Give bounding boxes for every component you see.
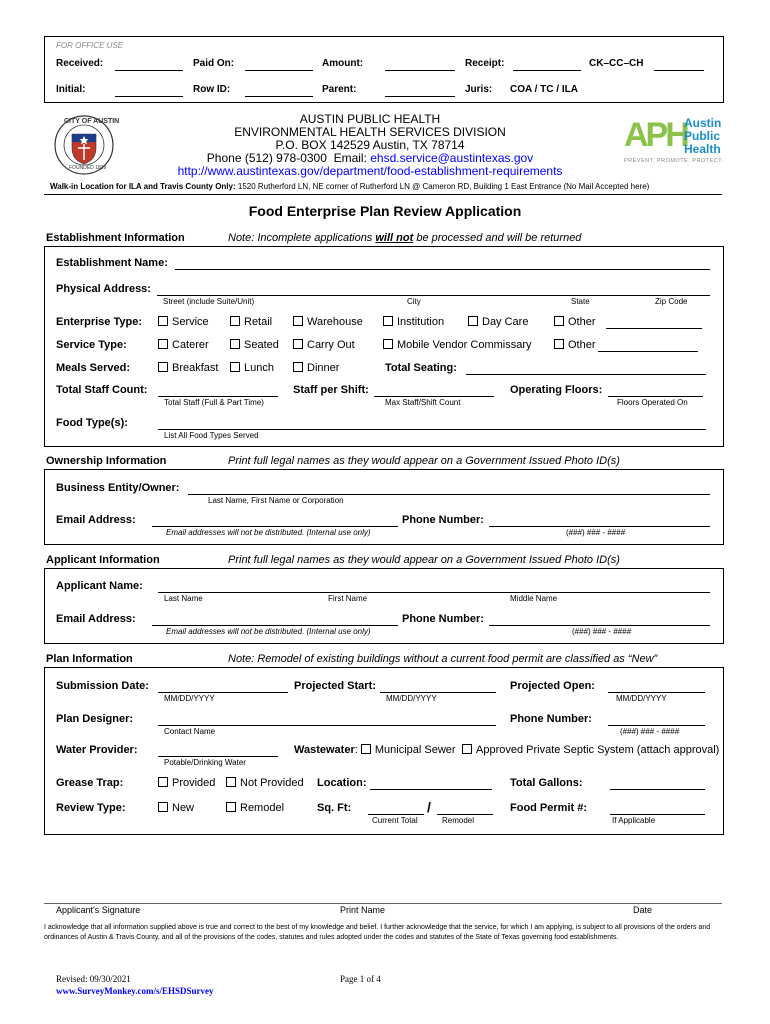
state-sub: State	[571, 297, 590, 306]
page-title: Food Enterprise Plan Review Application	[248, 203, 522, 219]
meals-served-label: Meals Served:	[56, 362, 130, 374]
designer-phone-field[interactable]	[608, 725, 705, 726]
designer-phone-label: Phone Number:	[510, 713, 592, 725]
septic-option[interactable]	[462, 744, 719, 756]
submission-date-sub: MM/DD/YYYY	[164, 694, 215, 703]
enterprise-service-option[interactable]	[158, 316, 209, 328]
applicant-note: Print full legal names as they would appear on a Government Issued Photo ID(s)	[228, 554, 620, 566]
total-seating-label: Total Seating:	[385, 362, 457, 374]
note-part-a: Note: Incomplete applications	[228, 232, 376, 244]
email-label: Email:	[333, 151, 367, 165]
business-entity-field[interactable]	[188, 494, 710, 495]
submission-date-label: Submission Date:	[56, 680, 149, 692]
aph-logo-public: Public	[684, 129, 721, 143]
owner-phone-sub: (###) ### - ####	[566, 528, 626, 537]
applicant-phone-label: Phone Number:	[402, 613, 484, 625]
parent-field[interactable]	[385, 96, 455, 97]
checkbox-icon[interactable]	[554, 339, 564, 349]
seal-bottom-text: FOUNDED 1839	[69, 165, 107, 171]
service-other-field[interactable]	[598, 351, 698, 352]
operating-floors-field[interactable]	[608, 396, 703, 397]
owner-phone-label: Phone Number:	[402, 514, 484, 526]
enterprise-retail-option[interactable]	[230, 316, 272, 328]
option-label: Breakfast	[172, 362, 219, 374]
zip-sub: Zip Code	[655, 297, 688, 306]
current-total-sub: Current Total	[372, 816, 418, 825]
checkbox-icon[interactable]	[554, 316, 564, 326]
enterprise-daycare-option[interactable]	[468, 316, 528, 328]
row-id-field[interactable]	[245, 96, 313, 97]
aph-logo-tagline: PREVENT. PROMOTE. PROTECT.	[624, 158, 724, 164]
water-provider-sub: Potable/Drinking Water	[164, 758, 246, 767]
food-types-field[interactable]	[158, 429, 706, 430]
parent-label: Parent:	[322, 84, 357, 95]
print-name-label: Print Name	[340, 905, 386, 915]
water-provider-field[interactable]	[158, 756, 278, 757]
ownership-note: Print full legal names as they would appear on a Government Issued Photo ID(s)	[228, 455, 620, 467]
total-staff-label: Total Staff Count:	[56, 384, 148, 396]
meal-dinner-option[interactable]	[293, 362, 339, 374]
food-types-sub: List All Food Types Served	[164, 431, 259, 440]
org-name: AUSTIN PUBLIC HEALTH	[299, 112, 441, 126]
po-box: P.O. BOX 142529 Austin, TX 78714	[275, 138, 465, 152]
enterprise-other-field[interactable]	[606, 328, 702, 329]
applicant-middle-sub: Middle Name	[510, 594, 558, 603]
header-divider	[44, 194, 722, 195]
service-other-option[interactable]	[554, 339, 596, 351]
grease-not-provided-option[interactable]	[226, 777, 304, 789]
staff-per-shift-field[interactable]	[374, 396, 494, 397]
physical-address-field[interactable]	[157, 295, 710, 296]
option-label: Institution	[397, 316, 445, 328]
checkbox-icon[interactable]	[158, 316, 168, 326]
page-number: Page 1 of 4	[340, 974, 381, 984]
enterprise-type-label: Enterprise Type:	[56, 316, 142, 328]
applicant-name-field[interactable]	[158, 592, 710, 593]
wastewater-group: Wastewater: Municipal Sewer	[294, 744, 456, 756]
amount-label: Amount:	[322, 58, 364, 69]
street-sub: Street (include Suite/Unit)	[163, 297, 255, 306]
checkbox-icon[interactable]	[226, 802, 236, 812]
checkbox-icon[interactable]	[158, 339, 168, 349]
applicant-email-sub: Email addresses will not be distributed. (Internal use only)	[166, 627, 371, 636]
business-entity-sub: Last Name, First Name or Corporation	[208, 496, 344, 505]
email-link[interactable]: ehsd.service@austintexas.gov	[370, 151, 534, 165]
signature-line[interactable]	[44, 903, 722, 904]
checkbox-icon[interactable]	[230, 316, 240, 326]
office-use-title: FOR OFFICE USE	[56, 41, 124, 50]
plan-heading: Plan Information	[46, 653, 133, 665]
grease-trap-label: Grease Trap:	[56, 777, 124, 789]
submission-date-field[interactable]	[158, 692, 288, 693]
initial-field[interactable]	[115, 96, 183, 97]
aph-logo-letters: APH	[624, 116, 687, 154]
projected-start-field[interactable]	[380, 692, 496, 693]
total-gallons-field[interactable]	[610, 789, 705, 790]
option-label: New	[172, 802, 195, 814]
sqft-text: Sq. Ft	[317, 802, 348, 814]
aph-logo-health: Health	[684, 142, 721, 156]
city-of-austin-seal	[44, 114, 124, 176]
aph-logo	[622, 114, 732, 170]
url-line	[170, 164, 570, 178]
service-carryout-option[interactable]	[293, 339, 355, 351]
projected-start-sub: MM/DD/YYYY	[386, 694, 437, 703]
meal-breakfast-option[interactable]	[158, 362, 218, 374]
applicant-first-sub: First Name	[328, 594, 368, 603]
service-caterer-option[interactable]	[158, 339, 209, 351]
enterprise-warehouse-option[interactable]	[293, 316, 363, 328]
review-new-option[interactable]	[158, 802, 194, 814]
applicant-email-label: Email Address:	[56, 613, 136, 625]
applicant-signature-label: Applicant's Signature	[56, 905, 141, 915]
food-permit-label: Food Permit #:	[510, 802, 588, 814]
applicant-email-field[interactable]	[152, 625, 398, 626]
checkbox-icon[interactable]	[361, 744, 371, 754]
sqft-remodel-field[interactable]	[437, 814, 493, 815]
ck-label: CK–CC–CH	[589, 58, 644, 69]
applicant-last-sub: Last Name	[164, 594, 203, 603]
option-label: Seated	[244, 339, 279, 351]
option-label: Day Care	[482, 316, 529, 328]
operating-floors-label: Operating Floors:	[510, 384, 603, 396]
paid-on-label: Paid On:	[193, 58, 235, 69]
total-staff-sub: Total Staff (Full & Part Time)	[164, 398, 264, 407]
applicant-heading: Applicant Information	[46, 554, 160, 566]
option-label: Other	[568, 339, 596, 351]
checkbox-icon[interactable]	[468, 316, 478, 326]
option-label: Carry Out	[307, 339, 355, 351]
checkbox-icon[interactable]	[383, 339, 393, 349]
option-label: Dinner	[307, 362, 340, 374]
projected-open-sub: MM/DD/YYYY	[616, 694, 667, 703]
walkin-line	[50, 182, 649, 191]
receipt-field[interactable]	[513, 70, 581, 71]
service-type-label: Service Type:	[56, 339, 127, 351]
projected-open-field[interactable]	[608, 692, 705, 693]
checkbox-icon[interactable]	[158, 777, 168, 787]
juris-label: Juris:	[465, 84, 493, 95]
location-field[interactable]	[370, 789, 492, 790]
checkbox-icon[interactable]	[158, 802, 168, 812]
service-seated-option[interactable]	[230, 339, 279, 351]
seal-top-text: CITY OF AUSTIN	[64, 118, 120, 125]
establishment-heading: Establishment Information	[46, 232, 185, 244]
sqft-label: Sq. Ft:	[317, 802, 352, 814]
option-label: Service	[172, 316, 209, 328]
note-part-c: be processed and will be returned	[413, 232, 582, 244]
applicant-phone-sub: (###) ### - ####	[572, 627, 632, 636]
date-label: Date	[633, 905, 653, 915]
coa-label: COA / TC / ILA	[510, 84, 578, 95]
plan-designer-label: Plan Designer:	[56, 713, 134, 725]
physical-address-label: Physical Address:	[56, 283, 151, 295]
staff-per-shift-label: Staff per Shift:	[293, 384, 369, 396]
walkin-bold: Walk-in Location for ILA and Travis County Only:	[50, 182, 236, 191]
enterprise-institution-option[interactable]	[383, 316, 444, 328]
division-name: ENVIRONMENTAL HEALTH SERVICES DIVISION	[234, 125, 506, 139]
option-label: Remodel	[240, 802, 285, 814]
food-permit-field[interactable]	[610, 814, 705, 815]
walkin-address: 1520 Rutherford LN, NE corner of Rutherford LN @ Cameron RD, Building 1 East Entrance (No Mail Accepted here)	[237, 182, 650, 191]
checkbox-icon[interactable]	[230, 362, 240, 372]
establishment-name-field[interactable]	[175, 269, 710, 270]
septic-label: Approved Private Septic System (attach approval)	[476, 744, 720, 756]
establishment-name-label: Establishment Name:	[56, 257, 168, 269]
checkbox-icon[interactable]	[158, 362, 168, 372]
option-label: Not Provided	[240, 777, 304, 789]
revised-date: Revised: 09/30/2021	[56, 974, 131, 984]
ownership-heading: Ownership Information	[46, 455, 167, 467]
checkbox-icon[interactable]	[293, 339, 303, 349]
option-label: Provided	[172, 777, 216, 789]
sqft-current-field[interactable]	[368, 814, 424, 815]
location-text: Location	[317, 777, 363, 789]
plan-designer-field[interactable]	[158, 725, 496, 726]
projected-start-text: Projected Start	[294, 680, 373, 692]
owner-email-field[interactable]	[152, 526, 398, 527]
option-label: Caterer	[172, 339, 209, 351]
remodel-sub: Remodel	[442, 816, 475, 825]
projected-start-label: Projected Start:	[294, 680, 376, 692]
applicant-name-label: Applicant Name:	[56, 580, 143, 592]
food-types-label: Food Type(s):	[56, 417, 128, 429]
total-seating-field[interactable]	[466, 374, 706, 375]
contact-name-sub: Contact Name	[164, 727, 216, 736]
floors-sub: Floors Operated On	[617, 398, 688, 407]
owner-email-label: Email Address:	[56, 514, 136, 526]
amount-field[interactable]	[385, 70, 455, 71]
municipal-sewer-label: Municipal Sewer	[374, 744, 456, 756]
requirements-link[interactable]: http://www.austintexas.gov/department/food-establishment-requirements	[177, 164, 563, 178]
checkbox-icon[interactable]	[230, 339, 240, 349]
aph-logo-austin: Austin	[684, 116, 722, 130]
enterprise-other-option[interactable]	[554, 316, 596, 328]
designer-phone-sub: (###) ### - ####	[620, 727, 680, 736]
option-label: Other	[568, 316, 596, 328]
wastewater-label: Wastewater	[294, 744, 355, 756]
sqft-separator: /	[427, 799, 431, 815]
service-mobile-option[interactable]	[383, 339, 532, 351]
acknowledgement-text: I acknowledge that all information supplied above is true and correct to the best of my knowledge and belief. I further acknowledge that the service, for which I am applying, is subject to all provisions of the orders and ordinances of Austin & Travis County, and all of the provisions of the codes, statutes and rules adopted under the codes and statutes of the State of Texas governing food establishments.	[44, 924, 711, 941]
owner-email-sub: Email addresses will not be distributed. (Internal use only)	[166, 528, 371, 537]
paid-on-field[interactable]	[245, 70, 313, 71]
review-remodel-option[interactable]	[226, 802, 284, 814]
checkbox-icon[interactable]	[462, 744, 472, 754]
business-entity-label: Business Entity/Owner:	[56, 482, 180, 494]
city-sub: City	[407, 297, 421, 306]
grease-provided-option[interactable]	[158, 777, 215, 789]
max-staff-sub: Max Staff/Shift Count	[385, 398, 461, 407]
staff-shift-text: Staff per Shift	[293, 384, 366, 396]
gallons-text: Total Gallons	[510, 777, 579, 789]
total-staff-field[interactable]	[158, 396, 278, 397]
row-id-label: Row ID:	[193, 84, 231, 95]
establishment-note	[228, 232, 581, 244]
plan-note: Note: Remodel of existing buildings without a current food permit are classified as “New”	[228, 653, 658, 665]
option-label: Lunch	[244, 362, 274, 374]
checkbox-icon[interactable]	[383, 316, 393, 326]
option-label: Retail	[244, 316, 273, 328]
contact-line	[170, 151, 570, 165]
survey-anchor[interactable]: www.SurveyMonkey.com/s/EHSDSurvey	[56, 986, 214, 996]
checkbox-icon[interactable]	[293, 316, 303, 326]
projected-open-label: Projected Open:	[510, 680, 595, 692]
receipt-label: Receipt:	[465, 58, 505, 69]
location-label: Location:	[317, 777, 367, 789]
checkbox-icon[interactable]	[226, 777, 236, 787]
option-label: Warehouse	[307, 316, 363, 328]
note-part-b: will not	[375, 232, 414, 244]
phone-text: Phone (512) 978-0300	[206, 151, 327, 165]
applicant-phone-field[interactable]	[489, 625, 710, 626]
total-gallons-label: Total Gallons:	[510, 777, 583, 789]
option-label: Mobile Vendor Commissary	[397, 339, 532, 351]
received-label: Received:	[56, 58, 104, 69]
meal-lunch-option[interactable]	[230, 362, 274, 374]
review-type-label: Review Type:	[56, 802, 126, 814]
initial-label: Initial:	[56, 84, 86, 95]
owner-phone-field[interactable]	[489, 526, 710, 527]
if-applicable-sub: If Applicable	[612, 816, 656, 825]
water-provider-label: Water Provider:	[56, 744, 138, 756]
survey-link[interactable]	[56, 986, 214, 996]
received-field[interactable]	[115, 70, 183, 71]
ck-field[interactable]	[654, 70, 704, 71]
checkbox-icon[interactable]	[293, 362, 303, 372]
